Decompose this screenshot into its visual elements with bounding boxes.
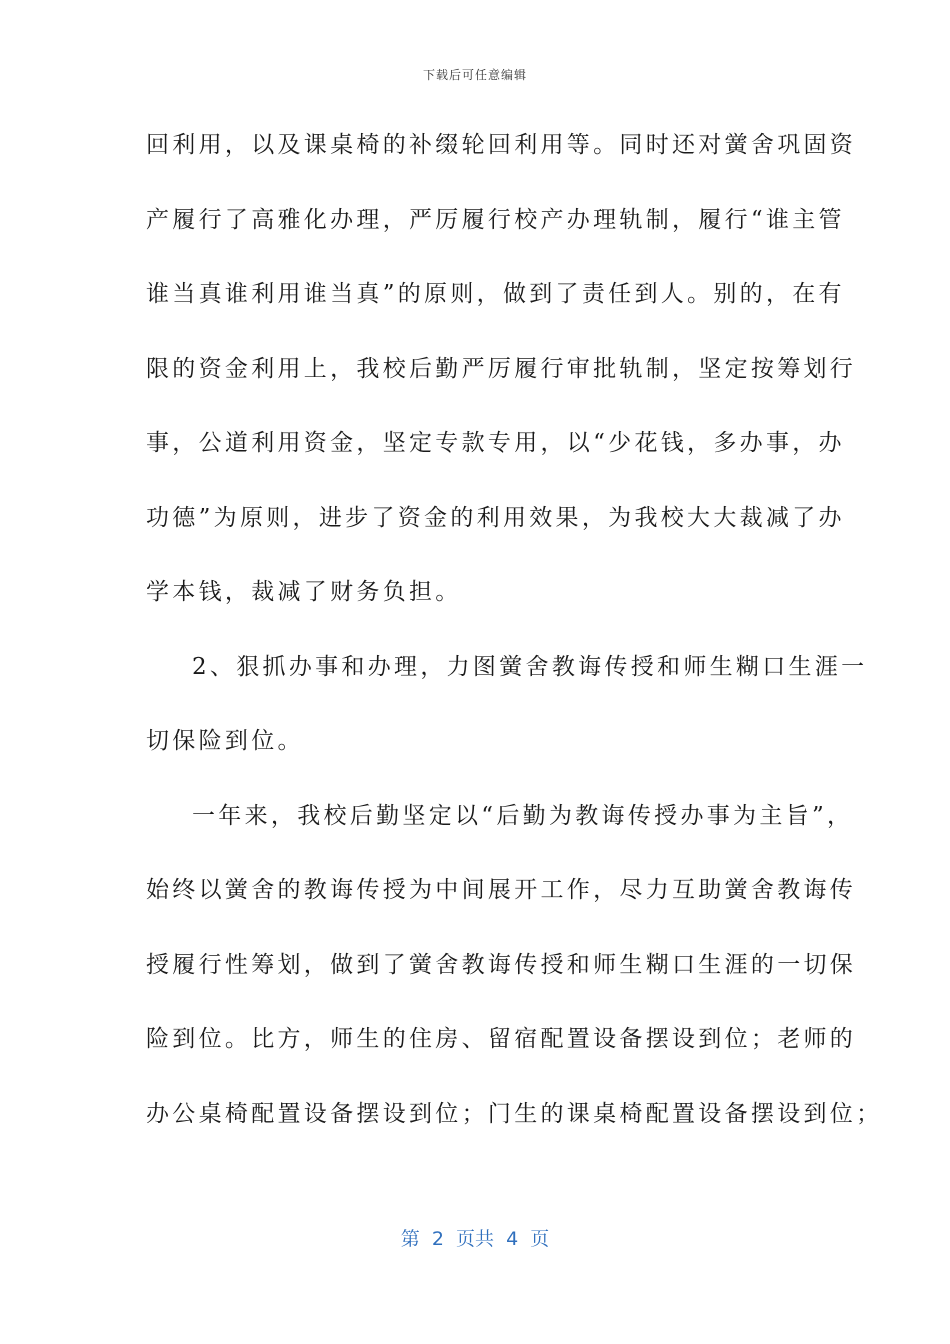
body-line: 限的资金利用上，我校后勤严厉履行审批轨制，坚定按筹划行 (146, 355, 857, 382)
body-line: 切保险到位。 (146, 728, 304, 754)
document-body (146, 108, 883, 1151)
body-line: 险到位。比方，师生的住房、留宿配置设备摆设到位；老师的 (146, 1026, 857, 1052)
body-line: 谁当真谁利用谁当真”的原则，做到了责任到人。别的，在有 (146, 281, 845, 307)
body-line: 功德”为原则，进步了资金的利用效果，为我校大大裁减了办 (146, 504, 845, 531)
paragraph-start-line: 一年来，我校后勤坚定以“后勤为教诲传授办事为主旨”， (192, 802, 854, 829)
body-line: 回利用，以及课桌椅的补缀轮回利用等。同时还对黉舍巩固资 (146, 132, 857, 158)
body-line: 授履行性筹划，做到了黉舍教诲传授和师生糊口生涯的一切保 (146, 951, 857, 978)
body-line: 产履行了高雅化办理，严厉履行校产办理轨制，履行“谁主管 (146, 206, 845, 233)
body-line: 办公桌椅配置设备摆设到位；门生的课桌椅配置设备摆设到位； (146, 1100, 883, 1127)
body-line: 始终以黉舍的教诲传授为中间展开工作，尽力互助黉舍教诲传 (146, 877, 857, 903)
section-heading-line: 2、狠抓办事和办理，力图黉舍教诲传授和师生糊口生涯一 (192, 653, 868, 680)
body-line: 学本钱，裁减了财务负担。 (146, 579, 462, 605)
page-header: 下载后可任意编辑 (422, 68, 527, 82)
page-number-footer: 第 2 页共 4 页 (400, 1228, 550, 1250)
body-line: 事，公道利用资金，坚定专款专用，以“少花钱，多办事，办 (146, 430, 845, 456)
